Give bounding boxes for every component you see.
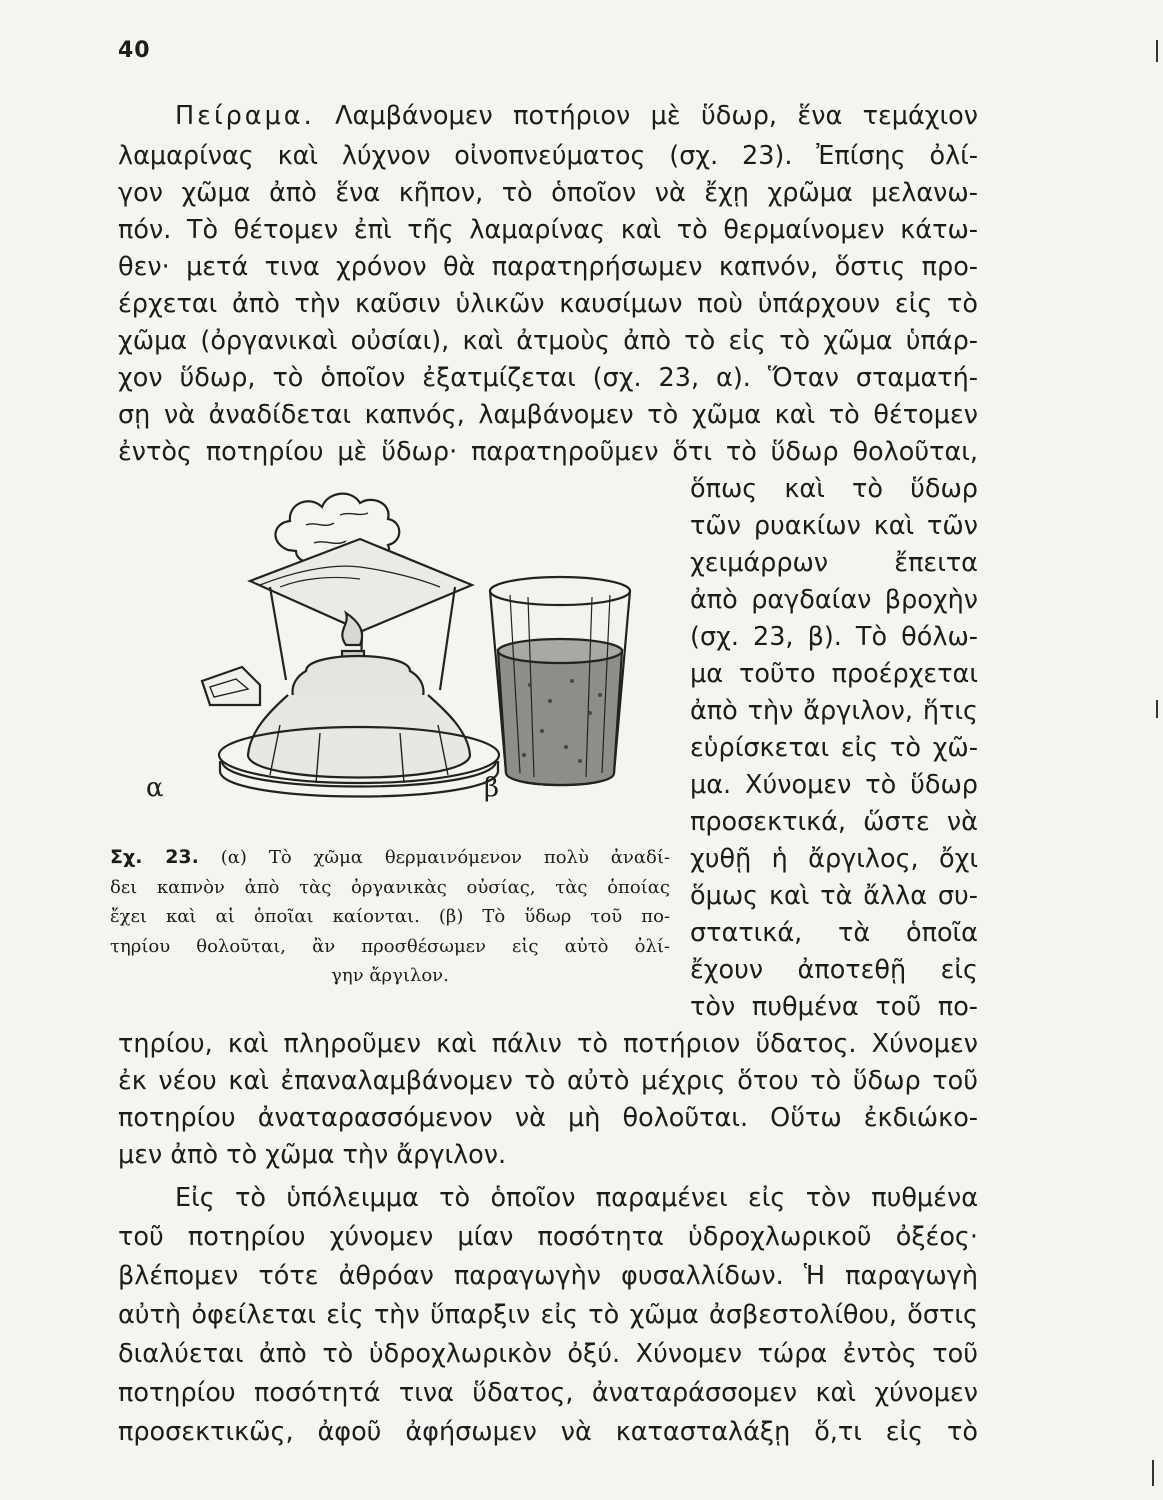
text-line: στατικά, τὰ ὁποῖα	[690, 918, 978, 948]
text-line: γον χῶμα ἀπὸ ἕνα κῆπον, τὸ ὁποῖον νὰ ἔχῃ χρῶμα μελανω-	[118, 178, 978, 208]
glass-of-water	[490, 577, 630, 785]
caption-line: τηρίου θολοῦται, ἂν προσθέσωμεν εἰς αὐτὸ ὀλί-	[110, 935, 670, 957]
text-line: πόν. Τὸ θέτομεν ἐπὶ τῆς λαμαρίνας καὶ τὸ θερμαίνομεν κάτω-	[118, 215, 978, 245]
lamp-handle	[202, 667, 260, 705]
text-line: θεν· μετά τινα χρόνον θὰ παρατηρήσωμεν καπνόν, ὅστις προ-	[118, 252, 978, 282]
text-line: εὑρίσκεται εἰς τὸ χῶ-	[690, 733, 978, 763]
caption-line: ἔχει καὶ αἱ ὁποῖαι καίονται. (β) Τὸ ὕδωρ τοῦ πο-	[110, 906, 670, 927]
text-line: προσεκτικῶς, ἀφοῦ ἀφήσωμεν νὰ κατασταλάξῃ ὅ,τι εἰς τὸ	[118, 1417, 978, 1447]
text-line: τηρίου, καὶ πληροῦμεν καὶ πάλιν τὸ ποτήριον ὕδατος. Χύνομεν	[118, 1029, 978, 1059]
caption-line: δει καπνὸν ἀπὸ τὰς ὀργανικὰς οὐσίας, τὰς ὁποίας	[110, 876, 670, 898]
text-line: σῃ νὰ ἀναδίδεται καπνός, λαμβάνομεν τὸ χῶμα καὶ τὸ θέτομεν	[118, 400, 978, 430]
text-line: διαλύεται ἀπὸ τὸ ὑδροχλωρικὸν ὀξύ. Χύνομεν τώρα ἐντὸς τοῦ	[118, 1339, 978, 1369]
text-line: χῶμα (ὀργανικαὶ οὐσίαι), καὶ ἀτμοὺς ἀπὸ τὸ εἰς τὸ χῶμα ὑπάρ-	[118, 326, 978, 356]
text-line: ἔχουν ἀποτεθῇ εἰς	[690, 955, 978, 985]
text-line: βλέπομεν τότε ἀθρόαν παραγωγὴν φυσαλλίδων. Ἡ παραγωγὴ	[118, 1261, 978, 1291]
text-line: Εἰς τὸ ὑπόλειμμα τὸ ὁποῖον παραμένει εἰς τὸν πυθμένα	[175, 1183, 978, 1213]
text-line: τῶν ρυακίων καὶ τῶν	[690, 511, 978, 541]
text-line: ἀπὸ τὴν ἄργιλον, ἥτις	[690, 696, 978, 726]
text-line: (σχ. 23, β). Τὸ θόλω-	[690, 622, 978, 652]
figure-illustration	[110, 455, 690, 835]
text-line: λαμαρίνας καὶ λύχνον οἰνοπνεύματος (σχ. 23). Ἐπίσης ὀλί-	[118, 141, 978, 171]
text-line: αὐτὴ ὀφείλεται εἰς τὴν ὕπαρξιν εἰς τὸ χῶμα ἀσβεστολίθου, ὅστις	[118, 1300, 978, 1330]
text-line: μεν ἀπὸ τὸ χῶμα τὴν ἄργιλον.	[118, 1140, 507, 1170]
scan-edge-mark	[1152, 1460, 1154, 1486]
text-line: προσεκτικά, ὥστε νὰ	[690, 807, 978, 837]
figure-23	[110, 455, 690, 835]
figure-label-a: α	[146, 773, 164, 803]
text-line: ἀπὸ ραγδαίαν βροχὴν	[690, 585, 978, 615]
text-line: Πείραμα. Λαμβάνομεν ποτήριον μὲ ὕδωρ, ἕνα τεμάχιον	[175, 101, 978, 131]
caption-line: Σχ. 23. (α) Τὸ χῶμα θερμαινόμενον πολὺ ἀναδί-	[110, 846, 670, 868]
text-line: μα τοῦτο προέρχεται	[690, 659, 978, 689]
text-line: μα. Χύνομεν τὸ ὕδωρ	[690, 770, 978, 800]
text-line: ἐντὸς ποτηρίου μὲ ὕδωρ· παρατηροῦμεν ὅτι τὸ ὕδωρ θολοῦται,	[118, 437, 978, 467]
text-line: χειμάρρων ἔπειτα	[690, 548, 978, 578]
spirit-lamp-apparatus	[202, 494, 499, 797]
figure-label-b: β	[484, 773, 500, 803]
caption-label: Σχ. 23.	[110, 846, 199, 868]
text-line: ἐκ νέου καὶ ἐπαναλαμβάνομεν τὸ αὐτὸ μέχρις ὅτου τὸ ὕδωρ τοῦ	[118, 1066, 978, 1096]
text-line: ποτηρίου ἀναταρασσόμενον νὰ μὴ θολοῦται. Οὕτω ἐκδιώκο-	[118, 1103, 978, 1133]
text-line: χον ὕδωρ, τὸ ὁποῖον ἐξατμίζεται (σχ. 23, α). Ὅταν σταματή-	[118, 363, 978, 393]
text-line: χυθῇ ἡ ἄργιλος, ὄχι	[690, 844, 978, 874]
text-line: ὅπως καὶ τὸ ὕδωρ	[690, 474, 978, 504]
figure-caption	[110, 843, 670, 991]
caption-line: γην ἄργιλον.	[331, 965, 449, 986]
text-line: ὅμως καὶ τὰ ἄλλα συ-	[690, 881, 978, 911]
text-line: έρχεται ἀπὸ τὴν καῦσιν ὑλικῶν καυσίμων ποὺ ὑπάρχουν εἰς τὸ	[118, 289, 978, 319]
scan-edge-mark	[1156, 700, 1158, 718]
scan-edge-mark	[1156, 40, 1158, 62]
text-line: τὸν πυθμένα τοῦ πο-	[690, 992, 978, 1022]
section-label: Πείραμα.	[175, 101, 315, 131]
metal-plate	[250, 539, 472, 631]
page-number: 40	[118, 38, 151, 63]
text-line: τοῦ ποτηρίου χύνομεν μίαν ποσότητα ὑδροχλωρικοῦ ὀξέος·	[118, 1222, 978, 1252]
text-line: ποτηρίου ποσότητά τινα ὕδατος, ἀναταράσσομεν καὶ χύνομεν	[118, 1378, 978, 1408]
